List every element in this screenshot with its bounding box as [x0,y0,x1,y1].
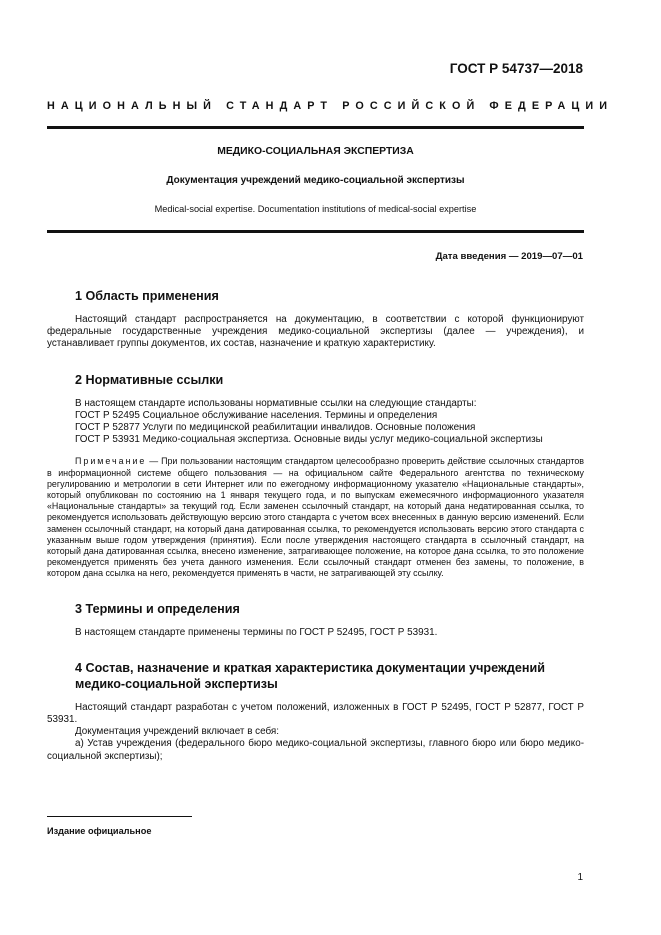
introduction-date: Дата введения — 2019—07—01 [435,251,583,262]
note-text: — При пользовании настоящим стандартом целесообразно проверить действие ссылочных стандартов в информационной системе общего пользования — на официальном сайте Федерального агентства по техническому регулированию и метрологии в сети Интернет или по ежегодному информационному указателю «Национальные стандарты», который опубликован по состоянию на 1 января текущего года, и по выпускам ежемесячного информационного указателя «Национальные стандарты» за текущий год. Если заменен ссылочный стандарт, на который дана недатированная ссылка, то рекомендуется использовать действующую версию этого стандарта с учетом всех внесенных в данную версию изменений. Если заменен ссылочный стандарт, на который дана датированная ссылка, то рекомендуется использовать версию этого стандарта с указанным выше годом утверждения (принятия). Если после утверждения настоящего стандарта в ссылочный стандарт, на который дана датированная ссылка, внесено изменение, затрагивающее положение, на которое дана ссылка, то это положение рекомендуется применять без учета данного изменения. Если ссылочный стандарт отменен без замены, то положение, в котором дана ссылка на него, рекомендуется применять в части, не затрагивающей эту ссылку. [47,456,584,579]
footer-rule [47,816,192,817]
section-terms [47,601,584,639]
official-edition-label: Издание официальное [47,826,152,836]
national-standard-banner: НАЦИОНАЛЬНЫЙ СТАНДАРТ РОССИЙСКОЙ ФЕДЕРАЦИИ [47,100,614,112]
reference-item: ГОСТ Р 52877 Услуги по медицинской реабилитации инвалидов. Основные положения [75,422,476,434]
note-paragraph [47,456,584,579]
english-title: Medical-social expertise. Documentation institutions of medical-social expertise [154,204,477,214]
document-subtitle: Документация учреждений медико-социальной экспертизы [166,175,465,186]
paragraph: В настоящем стандарте использованы нормативные ссылки на следующие стандарты: [75,397,477,409]
section-composition [47,660,584,763]
note-label: Примечание [75,456,147,467]
section-normative-references [47,372,584,580]
reference-item: ГОСТ Р 52495 Социальное обслуживание населения. Термины и определения [75,409,438,421]
section-scope [47,288,584,351]
paragraph: Настоящий стандарт распространяется на документацию, в соответствии с которой функционируют федеральные государственные учреждения медико-социальной экспертизы (далее — учреждения), и устанавливает группы документов, их состав, назначение и краткую характеристику. [47,314,584,350]
section-heading: 1 Область применения [75,289,219,303]
paragraph: а) Устав учреждения (федерального бюро медико-социальной экспертизы, главного бюро или бюро медико-социальной экспертизы); [47,738,584,762]
document-title: МЕДИКО-СОЦИАЛЬНАЯ ЭКСПЕРТИЗА [217,146,414,157]
section-heading: 2 Нормативные ссылки [75,372,224,387]
paragraph: В настоящем стандарте применены термины по ГОСТ Р 52495, ГОСТ Р 53931. [75,626,438,638]
top-rule [47,126,584,129]
paragraph: Настоящий стандарт разработан с учетом положений, изложенных в ГОСТ Р 52495, ГОСТ Р 52877, ГОСТ Р 53931. [47,701,584,726]
document-body [47,288,584,763]
paragraph: Документация учреждений включает в себя: [75,726,280,738]
section-heading: 3 Термины и определения [75,601,240,616]
reference-item: ГОСТ Р 53931 Медико-социальная экспертиза. Основные виды услуг медико-социальной экспертизы [75,434,543,446]
page-number: 1 [577,872,583,883]
title-rule [47,230,584,233]
gost-number: ГОСТ Р 54737—2018 [449,61,583,76]
section-heading: 4 Состав, назначение и краткая характеристика документации учреждений медико-социальной экспертизы [75,660,545,691]
